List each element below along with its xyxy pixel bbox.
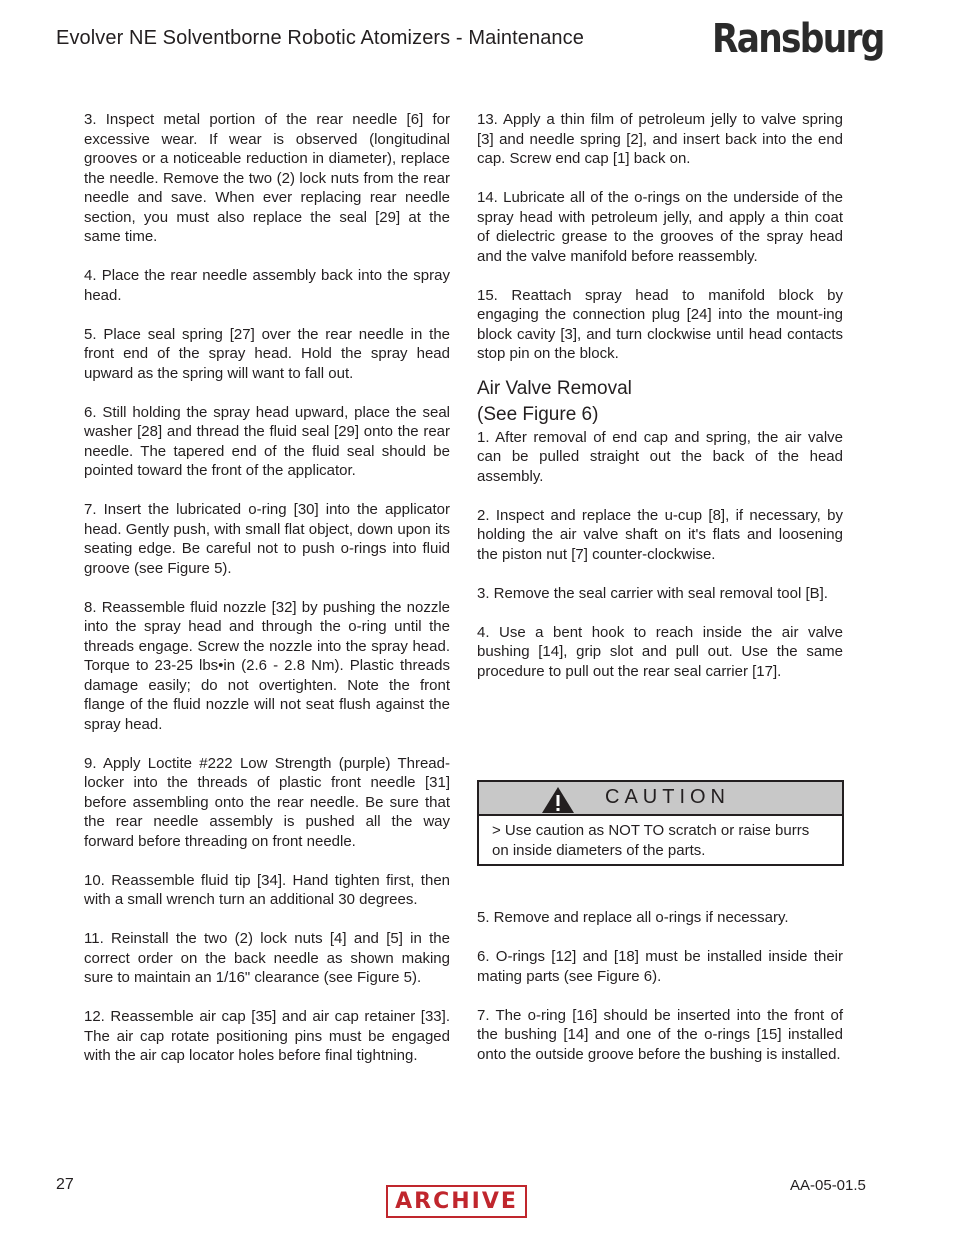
step-paragraph: 3. Inspect metal portion of the rear needle [6] for excessive wear. If wear is observed (longitudinal grooves or a noticeable reduction in diameter), replace the needle. Remove the two (2) lock nuts from the rear needle and save. When ever replacing rear needle section, you must also replace the seal [29] at the same time. bbox=[84, 111, 450, 245]
step-paragraph: 15. Reattach spray head to manifold block by engaging the connection plug [24] into the mount-ing block cavity [3], and turn clockwise until head contacts stop pin on the block. bbox=[477, 286, 843, 362]
step-paragraph: 3. Remove the seal carrier with seal removal tool [B]. bbox=[477, 584, 828, 602]
archive-stamp bbox=[386, 1185, 527, 1218]
document-number: AA-05-01.5 bbox=[790, 1177, 866, 1194]
step-paragraph: 6. Still holding the spray head upward, place the seal washer [28] and thread the fluid seal [29] onto the rear needle. The tapered end of the fluid seal should be pointed toward the front of the applicator. bbox=[84, 403, 450, 479]
section-heading-subline: (See Figure 6) bbox=[477, 403, 599, 425]
step-paragraph: 11. Reinstall the two (2) lock nuts [4] and [5] in the correct order on the back needle as shown making sure to maintain an 1/16" clearance (see Figure 5). bbox=[84, 930, 450, 986]
step-paragraph: 5. Remove and replace all o-rings if necessary. bbox=[477, 909, 789, 926]
step-paragraph: 13. Apply a thin film of petroleum jelly to valve spring [3] and needle spring [2], and insert back into the end cap. Screw end cap [1] back on. bbox=[477, 111, 843, 167]
step-paragraph: 10. Reassemble fluid tip [34]. Hand tighten first, then with a small wrench turn an additional 30 degrees. bbox=[84, 871, 450, 908]
left-column bbox=[84, 110, 450, 1085]
step-paragraph: 2. Inspect and replace the u-cup [8], if necessary, by holding the air valve shaft on it's flats and loosening the piston nut [7] counter-clockwise. bbox=[477, 506, 843, 563]
step-paragraph: 9. Apply Loctite #222 Low Strength (purple) Thread-locker into the threads of plastic front needle [31] before assembling onto the rear needle. Be sure that the rear needle assembly is pushed all the way forward before threading on front needle. bbox=[84, 754, 450, 850]
step-paragraph: 7. Insert the lubricated o-ring [30] into the applicator head. Gently push, with small flat object, down upon its seating edge. Be careful not to push o-rings into fluid groove (see Figure 5). bbox=[84, 501, 450, 577]
warning-triangle-icon bbox=[541, 786, 575, 814]
caution-header bbox=[479, 782, 842, 816]
archive-stamp-text: ARCHIVE bbox=[395, 1189, 518, 1214]
step-paragraph: 14. Lubricate all of the o-rings on the underside of the spray head with petroleum jelly, and apply a thin coat of dielectric grease to the grooves of the spray head and the valve manifold before reassembly. bbox=[477, 189, 843, 265]
page-number: 27 bbox=[56, 1176, 74, 1193]
step-paragraph: 6. O-rings [12] and [18] must be installed inside their mating parts (see Figure 6). bbox=[477, 948, 843, 985]
step-paragraph: 12. Reassemble air cap [35] and air cap retainer [33]. The air cap rotate positioning pins must be engaged with the air cap locator holes before final tightning. bbox=[84, 1008, 450, 1064]
step-paragraph: 4. Use a bent hook to reach inside the air valve bushing [14], grip slot and pull out. Use the same procedure to pull out the rear seal carrier [17]. bbox=[477, 623, 843, 680]
caution-text: > Use caution as NOT TO scratch or raise burrs on inside diameters of the parts. bbox=[492, 822, 810, 859]
step-paragraph: 5. Place seal spring [27] over the rear needle in the front end of the spray head. Hold the spray head upward as the spring will want to fall out. bbox=[84, 325, 450, 382]
caution-box bbox=[477, 780, 844, 866]
right-column bbox=[477, 110, 843, 701]
step-paragraph: 4. Place the rear needle assembly back into the spray head. bbox=[84, 267, 450, 304]
right-column-lower bbox=[477, 908, 843, 1084]
page-header-title: Evolver NE Solventborne Robotic Atomizers - Maintenance bbox=[56, 27, 584, 49]
section-heading-line: Air Valve Removal bbox=[477, 377, 632, 399]
step-paragraph: 8. Reassemble fluid nozzle [32] by pushing the nozzle into the spray head and through the o-ring until the threads engage. Screw the nozzle into the spray head. Torque to 23-25 lbs•in (2.6 - 2.8 Nm). Plastic threads damage easily; do not overtighten. Note the front flange of the fluid nozzle will not seat flush against the spray head. bbox=[84, 598, 450, 733]
ransburg-logo: Ransburg bbox=[712, 16, 884, 62]
caution-title: CAUTION bbox=[605, 786, 730, 808]
section-heading-air-valve-removal bbox=[477, 376, 843, 428]
step-paragraph: 1. After removal of end cap and spring, the air valve can be pulled straight out the back of the head assembly. bbox=[477, 428, 843, 485]
step-paragraph: 7. The o-ring [16] should be inserted into the front of the bushing [14] and one of the o-rings [15] installed onto the outside groove before the bushing is installed. bbox=[477, 1006, 843, 1063]
